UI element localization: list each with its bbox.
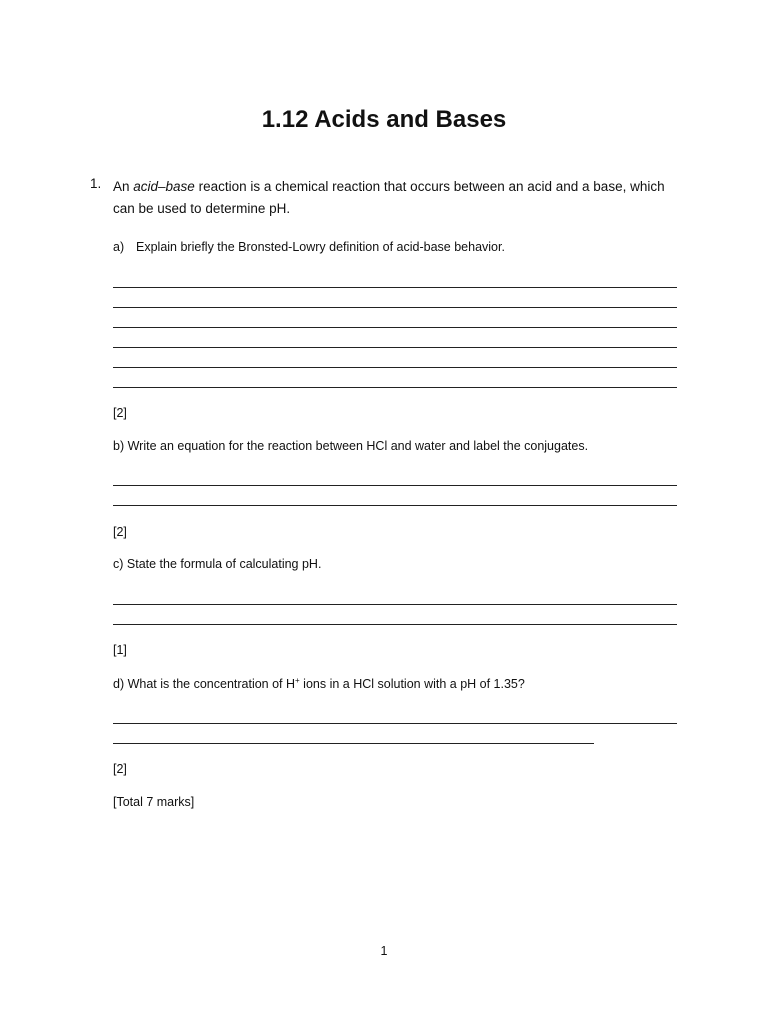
part-d-prompt	[113, 676, 525, 691]
question-number: 1.	[90, 176, 102, 191]
part-d-superscript: +	[295, 676, 300, 685]
answer-line[interactable]	[113, 327, 677, 328]
part-b-marks: [2]	[113, 525, 127, 539]
answer-line[interactable]	[113, 624, 677, 625]
answer-line[interactable]	[113, 387, 677, 388]
part-a-prompt	[113, 240, 505, 254]
answer-line[interactable]	[113, 307, 677, 308]
part-c-prompt: c) State the formula of calculating pH.	[113, 557, 322, 571]
page-title: 1.12 Acids and Bases	[261, 106, 507, 133]
question-stem	[113, 176, 683, 220]
answer-line[interactable]	[113, 347, 677, 348]
part-b-prompt: b) Write an equation for the reaction between HCl and water and label the conjugates.	[113, 439, 589, 453]
part-d-text-after: ions in a HCl solution with a pH of 1.35?	[299, 677, 525, 692]
part-a-text: Explain briefly the Bronsted-Lowry definition of acid-base behavior.	[136, 240, 505, 254]
answer-line[interactable]	[113, 505, 677, 506]
answer-line[interactable]	[113, 604, 677, 605]
stem-suffix: reaction is a chemical reaction that occurs between an acid and a base, which can be used to determine pH.	[113, 179, 665, 216]
page-number: 1	[380, 944, 388, 958]
part-c-marks: [1]	[113, 643, 127, 657]
answer-line[interactable]	[113, 723, 677, 724]
part-a-marks: [2]	[113, 406, 127, 420]
part-d-marks: [2]	[113, 762, 127, 776]
part-d-text-before: d) What is the concentration of H	[113, 677, 296, 692]
answer-line[interactable]	[113, 743, 594, 744]
answer-line[interactable]	[113, 287, 677, 288]
stem-emphasis: acid–base	[133, 179, 195, 194]
answer-line[interactable]	[113, 485, 677, 486]
total-marks: [Total 7 marks]	[113, 795, 195, 809]
stem-prefix: An	[113, 179, 134, 194]
answer-line[interactable]	[113, 367, 677, 368]
part-a-label: a)	[113, 240, 125, 254]
